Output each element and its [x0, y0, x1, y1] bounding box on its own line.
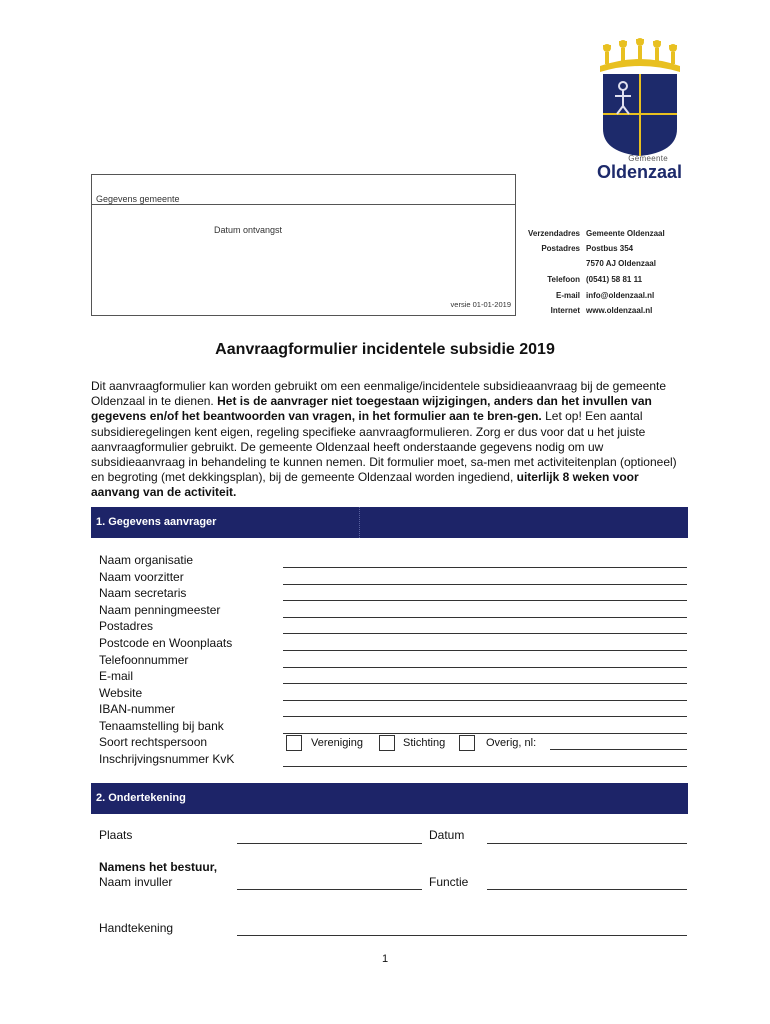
address-value: Gemeente Oldenzaal: [586, 229, 665, 238]
naam-invuller-label: Naam invuller: [99, 875, 173, 889]
logo-big-text: Oldenzaal: [596, 162, 682, 182]
field-label: E-mail: [99, 669, 134, 683]
overig-input[interactable]: [550, 749, 687, 750]
section-header-ondertekening: [91, 783, 688, 814]
functie-input[interactable]: [487, 889, 687, 890]
address-value: info@oldenzaal.nl: [586, 291, 655, 300]
address-label: Telefoon: [547, 275, 580, 284]
field-label: Telefoonnummer: [99, 653, 189, 667]
address-label: Internet: [550, 306, 580, 315]
handtekening-label: Handtekening: [99, 921, 174, 935]
overig-checkbox[interactable]: [459, 735, 475, 751]
field-label: Tenaamstelling bij bank: [99, 719, 224, 733]
page-title: Aanvraagformulier incidentele subsidie 2019: [215, 341, 555, 358]
postcode-woonplaats-input[interactable]: [283, 650, 687, 651]
gemeente-box: [91, 174, 516, 316]
naam-organisatie-input[interactable]: [283, 567, 687, 568]
email-input[interactable]: [283, 683, 687, 684]
intro-bold-text: Het is de aanvrager niet toegestaan wijzigingen, anders dan het invullen van gegevens en/of het beantwoorden van vragen, in het formulier aan te bren-gen.: [91, 394, 652, 424]
address-value: www.oldenzaal.nl: [586, 306, 653, 315]
address-label: Postadres: [541, 244, 580, 253]
intro-paragraph: [91, 379, 688, 501]
section-title: 2. Ondertekening: [96, 792, 186, 804]
datum-ontvangst-label: Datum ontvangst: [214, 225, 283, 235]
stichting-label: Stichting: [403, 737, 446, 749]
naam-secretaris-input[interactable]: [283, 600, 687, 601]
gemeente-box-title: Gegevens gemeente: [96, 194, 180, 204]
field-label: Naam secretaris: [99, 586, 187, 600]
logo-small-text: Gemeente: [628, 154, 668, 163]
kvk-input[interactable]: [283, 766, 687, 767]
overig-label: Overig, nl:: [486, 737, 537, 749]
postadres-input[interactable]: [283, 633, 687, 634]
naam-invuller-input[interactable]: [237, 889, 422, 890]
address-value: (0541) 58 81 11: [586, 275, 643, 284]
page-number: 1: [381, 953, 389, 965]
website-input[interactable]: [283, 700, 687, 701]
vereniging-label: Vereniging: [311, 737, 363, 749]
datum-input[interactable]: [487, 843, 687, 844]
logo-wordmark: [592, 154, 682, 183]
address-value: Postbus 354: [586, 244, 634, 253]
field-label: Inschrijvingsnummer KvK: [99, 752, 235, 766]
stichting-checkbox[interactable]: [379, 735, 395, 751]
functie-label: Functie: [429, 875, 469, 889]
field-label: Postadres: [99, 619, 154, 633]
gemeente-box-header: [92, 175, 515, 205]
tenaamstelling-input[interactable]: [283, 733, 687, 734]
intro-bold-text: uiterlijk 8 weken voor aanvang van de activiteit.: [91, 470, 639, 500]
iban-input[interactable]: [283, 716, 687, 717]
field-label: Website: [99, 686, 143, 700]
field-label: IBAN-nummer: [99, 702, 176, 716]
namens-bestuur-label: Namens het bestuur,: [99, 860, 218, 874]
field-label: Postcode en Woonplaats: [99, 636, 233, 650]
section-divider: [359, 507, 361, 538]
section-title: 1. Gegevens aanvrager: [96, 516, 217, 528]
telefoonnummer-input[interactable]: [283, 667, 687, 668]
datum-label: Datum: [429, 828, 465, 842]
intro-text: Let op! Een aantal subsidieregelingen kent eigen, regeling specifieke aanvraagformulieren. Zorg er dus voor dat u het juiste aanvraagformulier gebruikt. De gemeente Oldenzaal heeft onderstaande gegevens nodig om uw subsidieaanvraag in behandeling te kunnen nemen. Dit formulier moet, sa-men met activiteitenplan (optioneel) en begroting (met dekkingsplan), bij de gemeente Oldenzaal worden ingediend,: [91, 409, 677, 485]
section-header-gegevens-aanvrager: [91, 507, 688, 538]
version-label: versie 01-01-2019: [450, 300, 511, 309]
field-label: Naam voorzitter: [99, 570, 184, 584]
field-label: Naam penningmeester: [99, 603, 221, 617]
intro-text: Dit aanvraagformulier kan worden gebruikt om een eenmalige/incidentele subsidieaanvraag bij de gemeente Oldenzaal in te dienen.: [91, 379, 667, 409]
vereniging-checkbox[interactable]: [286, 735, 302, 751]
address-label: Verzendadres: [527, 229, 580, 238]
address-label: E-mail: [555, 291, 580, 300]
address-value: 7570 AJ Oldenzaal: [586, 259, 656, 268]
naam-voorzitter-input[interactable]: [283, 584, 687, 585]
field-label: Soort rechtspersoon: [99, 735, 208, 749]
plaats-input[interactable]: [237, 843, 422, 844]
plaats-label: Plaats: [99, 828, 133, 842]
naam-penningmeester-input[interactable]: [283, 617, 687, 618]
field-label: Naam organisatie: [99, 553, 194, 567]
handtekening-input[interactable]: [237, 935, 687, 936]
